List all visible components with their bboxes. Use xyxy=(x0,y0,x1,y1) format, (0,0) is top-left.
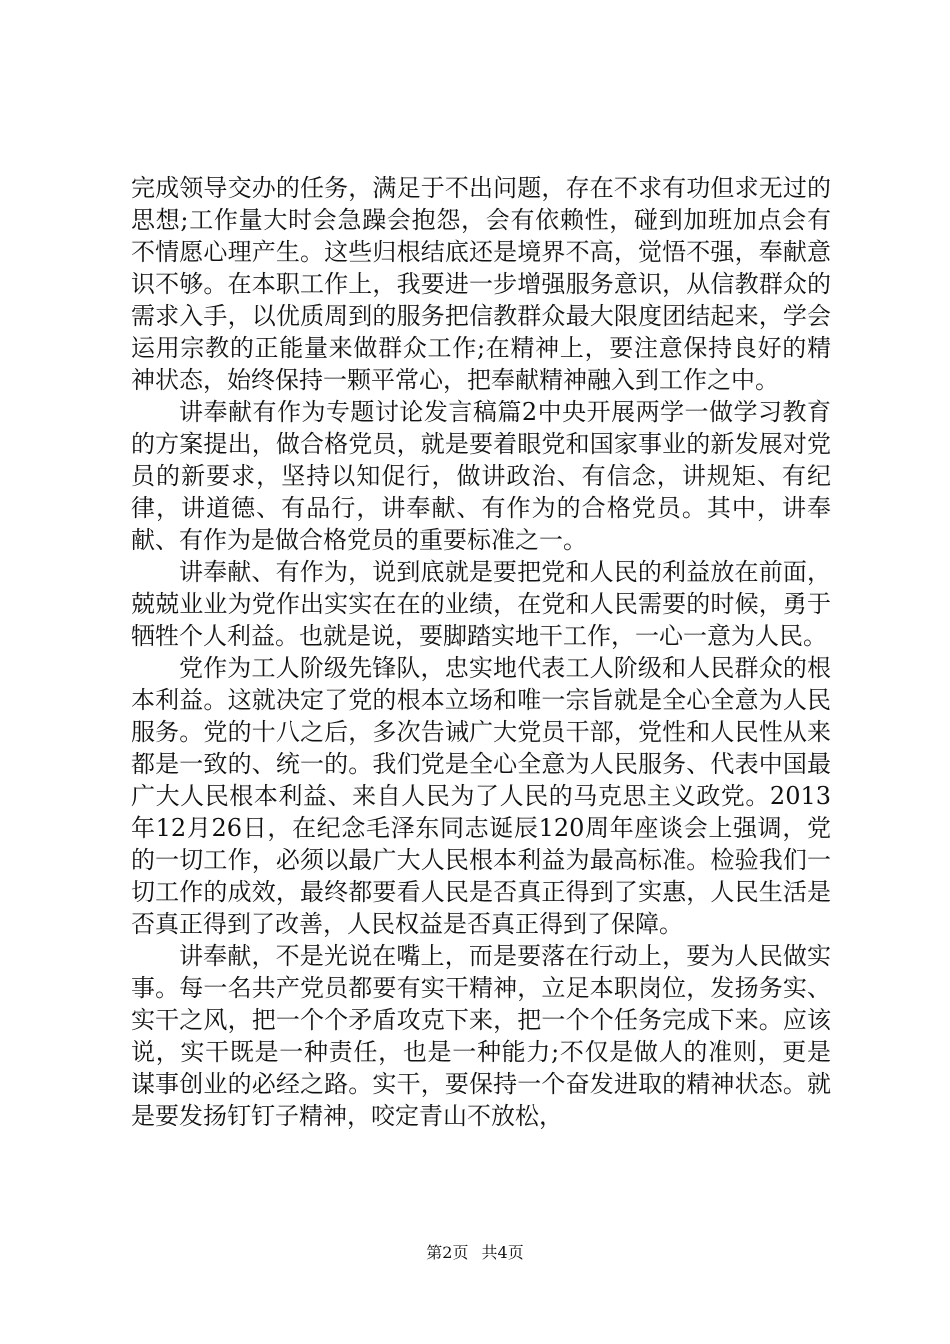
paragraph-1: 完成领导交办的任务，满足于不出问题，存在不求有功但求无过的思想;工作量大时会急躁会抱怨，会有依赖性，碰到加班加点会有不情愿心理产生。这些归根结底还是境界不高，觉悟不强，奉献意识不够。在本职工作上，我要进一步增强服务意识，从信教群众的需求入手，以优质周到的服务把信教群众最大限度团结起来，学会运用宗教的正能量来做群众工作;在精神上，要注意保持良好的精神状态，始终保持一颗平常心，把奉献精神融入到工作之中。 xyxy=(131,174,831,394)
page-number: 第2页 xyxy=(426,1243,469,1262)
page-total: 共4页 xyxy=(481,1243,524,1262)
paragraph-5: 讲奉献，不是光说在嘴上，而是要落在行动上，要为人民做实事。每一名共产党员都要有实干精神，立足本职岗位，发扬务实、实干之风，把一个个矛盾攻克下来，把一个个任务完成下来。应该说，实干既是一种责任，也是一种能力;不仅是做人的准则，更是谋事创业的必经之路。实干，要保持一个奋发进取的精神状态。就是要发扬钉钉子精神，咬定青山不放松， xyxy=(131,942,831,1130)
paragraph-3: 讲奉献、有作为，说到底就是要把党和人民的利益放在前面，兢兢业业为党作出实实在在的业绩，在党和人民需要的时候，勇于牺牲个人利益。也就是说，要脚踏实地干工作，一心一意为人民。 xyxy=(131,558,831,650)
document-body xyxy=(131,172,831,1132)
paragraph-4: 党作为工人阶级先锋队，忠实地代表工人阶级和人民群众的根本利益。这就决定了党的根本立场和唯一宗旨就是全心全意为人民服务。党的十八之后，多次告诫广大党员干部，党性和人民性从来都是一致的、统一的。我们党是全心全意为人民服务、代表中国最广大人民根本利益、来自人民为了人民的马克思主义政党。2013年12月26日，在纪念毛泽东同志诞辰120周年座谈会上强调，党的一切工作，必须以最广大人民根本利益为最高标准。检验我们一切工作的成效，最终都要看人民是否真正得到了实惠，人民生活是否真正得到了改善，人民权益是否真正得到了保障。 xyxy=(131,654,831,938)
paragraph-2: 讲奉献有作为专题讨论发言稿篇2中央开展两学一做学习教育的方案提出，做合格党员，就是要着眼党和国家事业的新发展对党员的新要求，坚持以知促行，做讲政治、有信念，讲规矩、有纪律，讲道德、有品行，讲奉献、有作为的合格党员。其中，讲奉献、有作为是做合格党员的重要标准之一。 xyxy=(131,398,831,554)
page-footer xyxy=(0,1243,950,1263)
